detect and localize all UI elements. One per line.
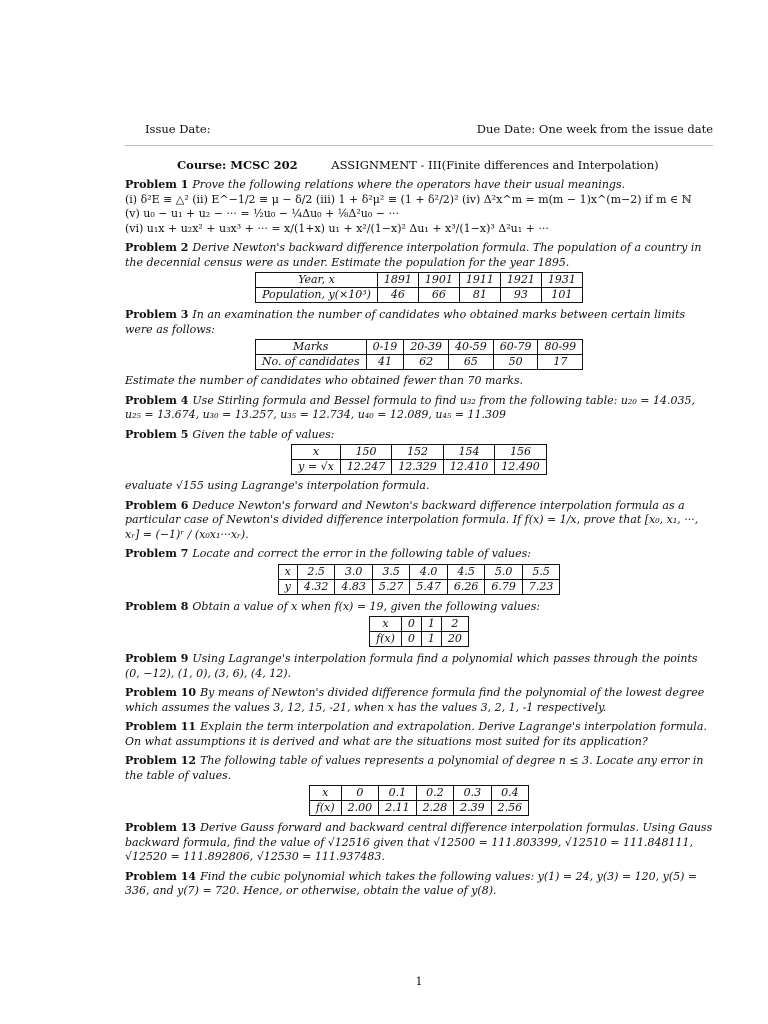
cell: 20-39: [404, 340, 449, 355]
problem-label: Problem 12: [125, 754, 197, 767]
cell: y = √x: [292, 460, 341, 475]
table-row: [292, 445, 547, 460]
cell: x: [370, 617, 402, 632]
cell: 2.5: [297, 564, 335, 579]
cell: 1891: [377, 273, 418, 288]
table-row: [309, 786, 528, 801]
cell: 4.32: [297, 579, 335, 594]
problem-text: In an examination the number of candidates who obtained marks between certain limits were as follows:: [125, 308, 686, 336]
cell: 1931: [541, 273, 582, 288]
table-row: [309, 801, 528, 816]
cell: 5.5: [522, 564, 560, 579]
table-row: [370, 617, 469, 632]
page-number: 1: [415, 975, 423, 988]
cell: 2.39: [454, 801, 492, 816]
problem-text: Derive Gauss forward and backward central difference interpolation formulas. Using Gauss backward formula, find the value of √12516 given that √12500 = 111.803399, √12510 = 111.848111, √12520 = 111.892806, √12530 = 111.937483.: [125, 821, 713, 863]
cell: 5.47: [410, 579, 448, 594]
problem-label: Problem 4: [125, 393, 189, 407]
cell: 4.0: [410, 564, 448, 579]
course-code: Course: MCSC 202: [177, 158, 298, 172]
problem-text: Find the cubic polynomial which takes the following values: y(1) = 24, y(3) = 120, y(5) = 336, and y(7) = 720. Hence, or otherwise, obtain the value of y(8).: [125, 869, 698, 897]
problem-label: Problem 2: [125, 241, 189, 254]
cell: 3.0: [335, 564, 373, 579]
table-row: [278, 564, 560, 579]
problem-2: [125, 241, 713, 303]
problem-label: Problem 8: [125, 599, 189, 613]
cell: No. of candidates: [255, 355, 366, 370]
cell: 81: [459, 288, 500, 303]
problem-label: Problem 9: [125, 652, 189, 665]
cell: 62: [404, 355, 449, 370]
cell: 2.28: [416, 801, 454, 816]
problem-4: [125, 394, 713, 423]
problem-text: Deduce Newton's forward and Newton's backward difference interpolation formula as a particular case of Newton's divided difference interpolation formula. If f(x) = 1/x, prove that [x₀, x₁, ···, xᵣ] = (−1)ʳ / (x₀x₁···xᵣ).: [125, 498, 699, 541]
due-date: Due Date: One week from the issue date: [476, 122, 713, 136]
problem-6: [125, 499, 713, 543]
cell: 5.0: [485, 564, 523, 579]
table-row: [255, 340, 582, 355]
cell: 0: [401, 632, 421, 647]
problem-text: Use Stirling formula and Bessel formula to find u₃₂ from the following table: u₂₀ = 14.035, u₂₅ = 13.674, u₃₀ = 13.257, u₃₅ = 12.734, u₄₀ = 12.089, u₄₅ = 11.309: [125, 393, 695, 421]
cell: 2: [441, 617, 468, 632]
cell: 7.23: [522, 579, 560, 594]
cell: 2.00: [341, 801, 379, 816]
problem-label: Problem 5: [125, 427, 189, 441]
problem-text: Given the table of values:: [192, 427, 335, 441]
problem-text: Prove the following relations where the operators have their usual meanings.: [192, 178, 626, 191]
table-row: [370, 632, 469, 647]
problem-text: Derive Newton's backward difference interpolation formula. The population of a country in the decennial census were as under. Estimate the population for the year 1895.: [125, 241, 702, 269]
cell: 150: [340, 445, 392, 460]
cell: 12.410: [443, 460, 495, 475]
table-p2: [255, 272, 583, 303]
problem-8: [125, 600, 713, 648]
problem-text-after: Estimate the number of candidates who obtained fewer than 70 marks.: [125, 374, 524, 387]
cell: Year, x: [256, 273, 378, 288]
cell: 4.83: [335, 579, 373, 594]
problem-label: Problem 11: [125, 720, 197, 733]
table-row: [278, 579, 560, 594]
cell: 1901: [418, 273, 459, 288]
cell: 156: [495, 445, 547, 460]
table-row: [256, 273, 583, 288]
cell: 2.56: [491, 801, 529, 816]
table-p8: [369, 616, 469, 647]
cell: 154: [443, 445, 495, 460]
cell: 152: [392, 445, 444, 460]
cell: 93: [500, 288, 541, 303]
cell: Population, y(×10³): [256, 288, 378, 303]
problem-text: Explain the term interpolation and extrapolation. Derive Lagrange's interpolation formula. On what assumptions it is derived and what are the situations most suited for its application?: [125, 720, 707, 748]
cell: 65: [449, 355, 494, 370]
problem-label: Problem 7: [125, 547, 189, 560]
table-row: [256, 288, 583, 303]
cell: y: [278, 579, 297, 594]
cell: 0: [341, 786, 379, 801]
problem-label: Problem 10: [125, 686, 197, 699]
problems: [125, 178, 713, 904]
table-p7: [278, 564, 561, 595]
assignment-title: ASSIGNMENT - III(Finite differences and Interpolation): [331, 158, 659, 172]
cell: f(x): [370, 632, 402, 647]
cell: 4.5: [447, 564, 485, 579]
document-page: [125, 0, 713, 1024]
problem-13: [125, 821, 713, 865]
cell: 12.329: [392, 460, 444, 475]
problem-12: [125, 754, 713, 816]
problem-3: [125, 308, 713, 389]
problem-line: (i) δ²E ≡ △² (ii) E^−1/2 ≡ μ − δ/2 (iii) 1 + δ²μ² ≡ (1 + δ²/2)² (iv) Δ²x^m = m(m − 1)x^(m−2) if m ∈ ℕ: [125, 192, 692, 206]
problem-label: Problem 3: [125, 308, 189, 321]
cell: x: [278, 564, 297, 579]
cell: 41: [366, 355, 404, 370]
course-line: [177, 158, 659, 172]
problem-text-after: evaluate √155 using Lagrange's interpolation formula.: [125, 479, 430, 492]
cell: 1: [421, 632, 441, 647]
problem-text: Locate and correct the error in the following table of values:: [192, 547, 531, 560]
cell: 17: [538, 355, 583, 370]
cell: 0.3: [454, 786, 492, 801]
cell: 0.1: [379, 786, 417, 801]
table-p3: [255, 339, 583, 370]
problem-14: [125, 870, 713, 899]
problem-1: [125, 178, 713, 236]
header: [145, 122, 713, 136]
problem-line: (vi) u₁x + u₂x² + u₃x³ + ··· = x/(1+x) u₁ + x²/(1−x)² Δu₁ + x³/(1−x)³ Δ²u₁ + ···: [125, 221, 549, 235]
cell: 80-99: [538, 340, 583, 355]
problem-label: Problem 14: [125, 869, 197, 883]
cell: x: [292, 445, 341, 460]
cell: 6.79: [485, 579, 523, 594]
cell: 0-19: [366, 340, 404, 355]
problem-10: [125, 686, 713, 715]
cell: 66: [418, 288, 459, 303]
header-rule: [125, 145, 713, 146]
cell: 60-79: [493, 340, 538, 355]
cell: 6.26: [447, 579, 485, 594]
table-p5: [291, 444, 547, 475]
cell: 50: [493, 355, 538, 370]
cell: 40-59: [449, 340, 494, 355]
problem-9: [125, 652, 713, 681]
problem-label: Problem 1: [125, 178, 189, 191]
problem-label: Problem 13: [125, 821, 197, 834]
issue-date: Issue Date:: [145, 122, 211, 136]
problem-label: Problem 6: [125, 498, 189, 512]
cell: 2.11: [379, 801, 417, 816]
cell: 0.2: [416, 786, 454, 801]
cell: 46: [377, 288, 418, 303]
problem-text: By means of Newton's divided difference formula find the polynomial of the lowest degree which assumes the values 3, 12, 15, -21, when x has the values 3, 2, 1, -1 respectively.: [125, 686, 705, 714]
cell: 20: [441, 632, 468, 647]
cell: 12.490: [495, 460, 547, 475]
table-row: [292, 460, 547, 475]
cell: 0.4: [491, 786, 529, 801]
cell: 12.247: [340, 460, 392, 475]
cell: 1: [421, 617, 441, 632]
cell: Marks: [255, 340, 366, 355]
cell: 101: [541, 288, 582, 303]
problem-line: (v) u₀ − u₁ + u₂ − ··· = ½u₀ − ¼Δu₀ + ⅛Δ²u₀ − ···: [125, 207, 399, 220]
problem-text: Obtain a value of x when f(x) = 19, given the following values:: [192, 599, 541, 613]
cell: 1921: [500, 273, 541, 288]
cell: 5.27: [372, 579, 410, 594]
problem-7: [125, 547, 713, 595]
table-row: [255, 355, 582, 370]
table-p12: [309, 785, 529, 816]
problem-11: [125, 720, 713, 749]
cell: x: [309, 786, 341, 801]
cell: 0: [401, 617, 421, 632]
problem-5: [125, 428, 713, 494]
cell: 3.5: [372, 564, 410, 579]
problem-text: Using Lagrange's interpolation formula find a polynomial which passes through the points (0, −12), (1, 0), (3, 6), (4, 12).: [125, 652, 698, 680]
problem-text: The following table of values represents a polynomial of degree n ≤ 3. Locate any error in the table of values.: [125, 754, 704, 782]
cell: f(x): [309, 801, 341, 816]
cell: 1911: [459, 273, 500, 288]
